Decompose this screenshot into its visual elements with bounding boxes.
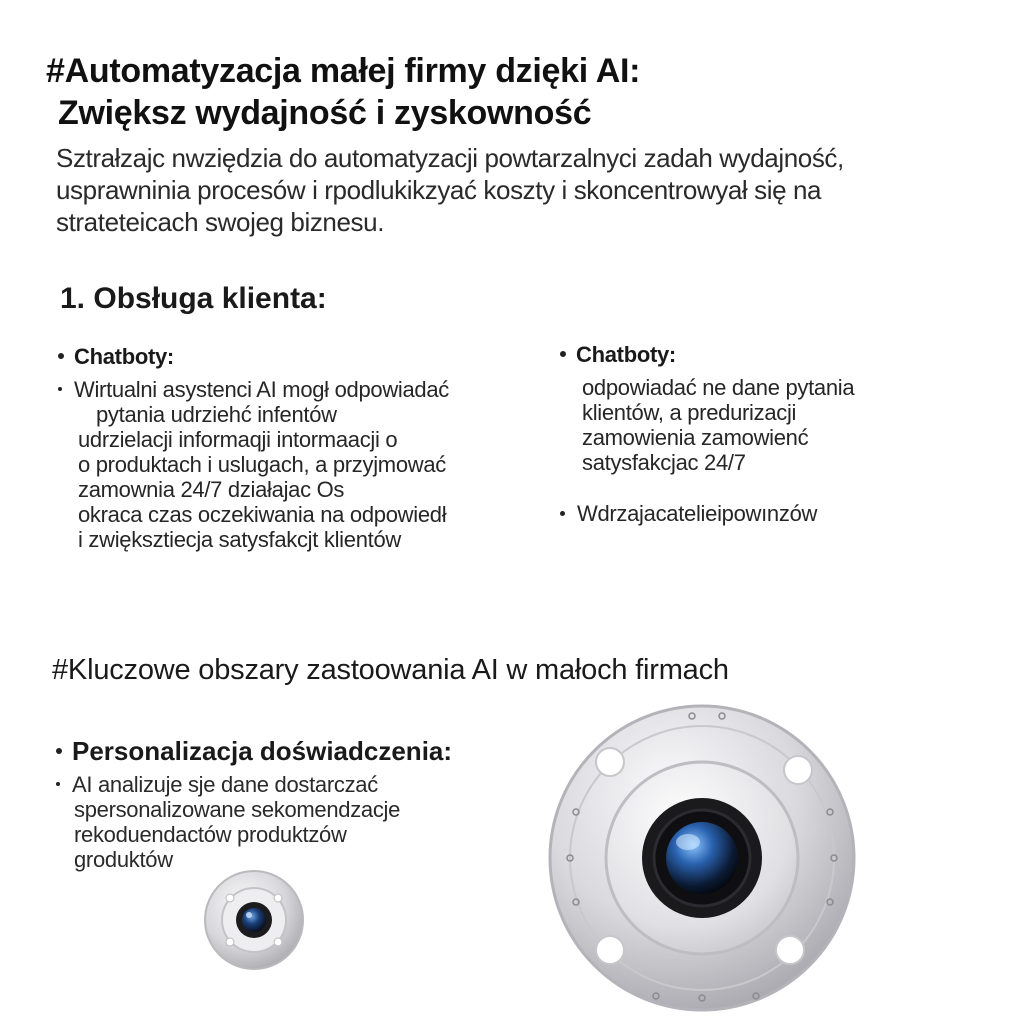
list-item-cont: odpowiadać ne dane pytania: [582, 375, 855, 400]
personalization-list: [56, 772, 400, 872]
bullet-heading-text: Chatboty:: [74, 344, 174, 369]
bullet-dot-icon: [56, 748, 62, 754]
section-heading-customer-service: 1. Obsługa klienta:: [60, 282, 327, 315]
list-item: [58, 377, 548, 402]
bullet-heading: [56, 736, 452, 767]
list-item-text: Wdrzajacatelieipowınzów: [577, 501, 818, 526]
list-item-cont: okraca czas oczekiwania na odpowiedł: [78, 502, 447, 527]
list-item: [560, 501, 1000, 526]
bullet-dot-icon: [58, 353, 64, 359]
list-item-cont: zamownia 24/7 działajac Os: [78, 477, 345, 502]
bullet-heading: [560, 342, 1000, 367]
left-column: [58, 344, 548, 552]
intro-line: usprawninia procesów i rpodlukikzyać koszty i skoncentrowyał się na: [56, 175, 822, 205]
bullet-dot-icon: [560, 351, 566, 357]
list-item-cont: udrzielacji informaqji intormaacji o: [78, 427, 398, 452]
large-camera-lens-icon: [546, 702, 858, 1014]
list-item-cont: satysfakcjac 24/7: [582, 450, 746, 475]
small-camera-lens-icon: [202, 868, 306, 972]
bullet-heading-text: Personalizacja doświadczenia:: [72, 736, 453, 766]
list-item-text: Wirtualni asystenci AI mogł odpowiadać: [74, 377, 450, 402]
list-item-cont: klientów, a predurizacji: [582, 400, 797, 425]
bullet-dot-icon: [58, 387, 62, 391]
list-item-cont: i zwiększtiecja satysfakcjt klientów: [78, 527, 401, 552]
list-item: [56, 772, 400, 797]
page-title: #Automatyzacja małej firmy dzięki AI:: [46, 52, 641, 90]
list-item-cont: groduktów: [74, 847, 173, 872]
right-column: [560, 342, 1000, 526]
intro-line: Sztrałzajc nwziędzia do automatyzacji powtarzalnyci zadah wydajność,: [56, 143, 844, 173]
list-item-cont: pytania udrziehć infentów: [96, 402, 337, 427]
intro-paragraph: [56, 142, 996, 238]
intro-line: strateteicach swojeg biznesu.: [56, 207, 385, 237]
section-heading-key-areas: #Kluczowe obszary zastoowania AI w małoch firmach: [52, 654, 729, 686]
list-item-cont: o produktach i uslugach, a przyjmować: [78, 452, 446, 477]
list-item-cont: zamowienia zamowienć: [582, 425, 809, 450]
bullet-heading: [58, 344, 548, 369]
list-item-text: AI analizuje sje dane dostarczać: [72, 772, 378, 797]
list-item-cont: rekoduendactów produktzów: [74, 822, 347, 847]
bullet-heading-text: Chatboty:: [576, 342, 676, 367]
bullet-dot-icon: [560, 511, 565, 516]
page-subtitle: Zwiększ wydajność i zyskowność: [58, 94, 592, 132]
list-item-cont: spersonalizowane sekomendzacje: [74, 797, 401, 822]
bullet-dot-icon: [56, 782, 60, 786]
